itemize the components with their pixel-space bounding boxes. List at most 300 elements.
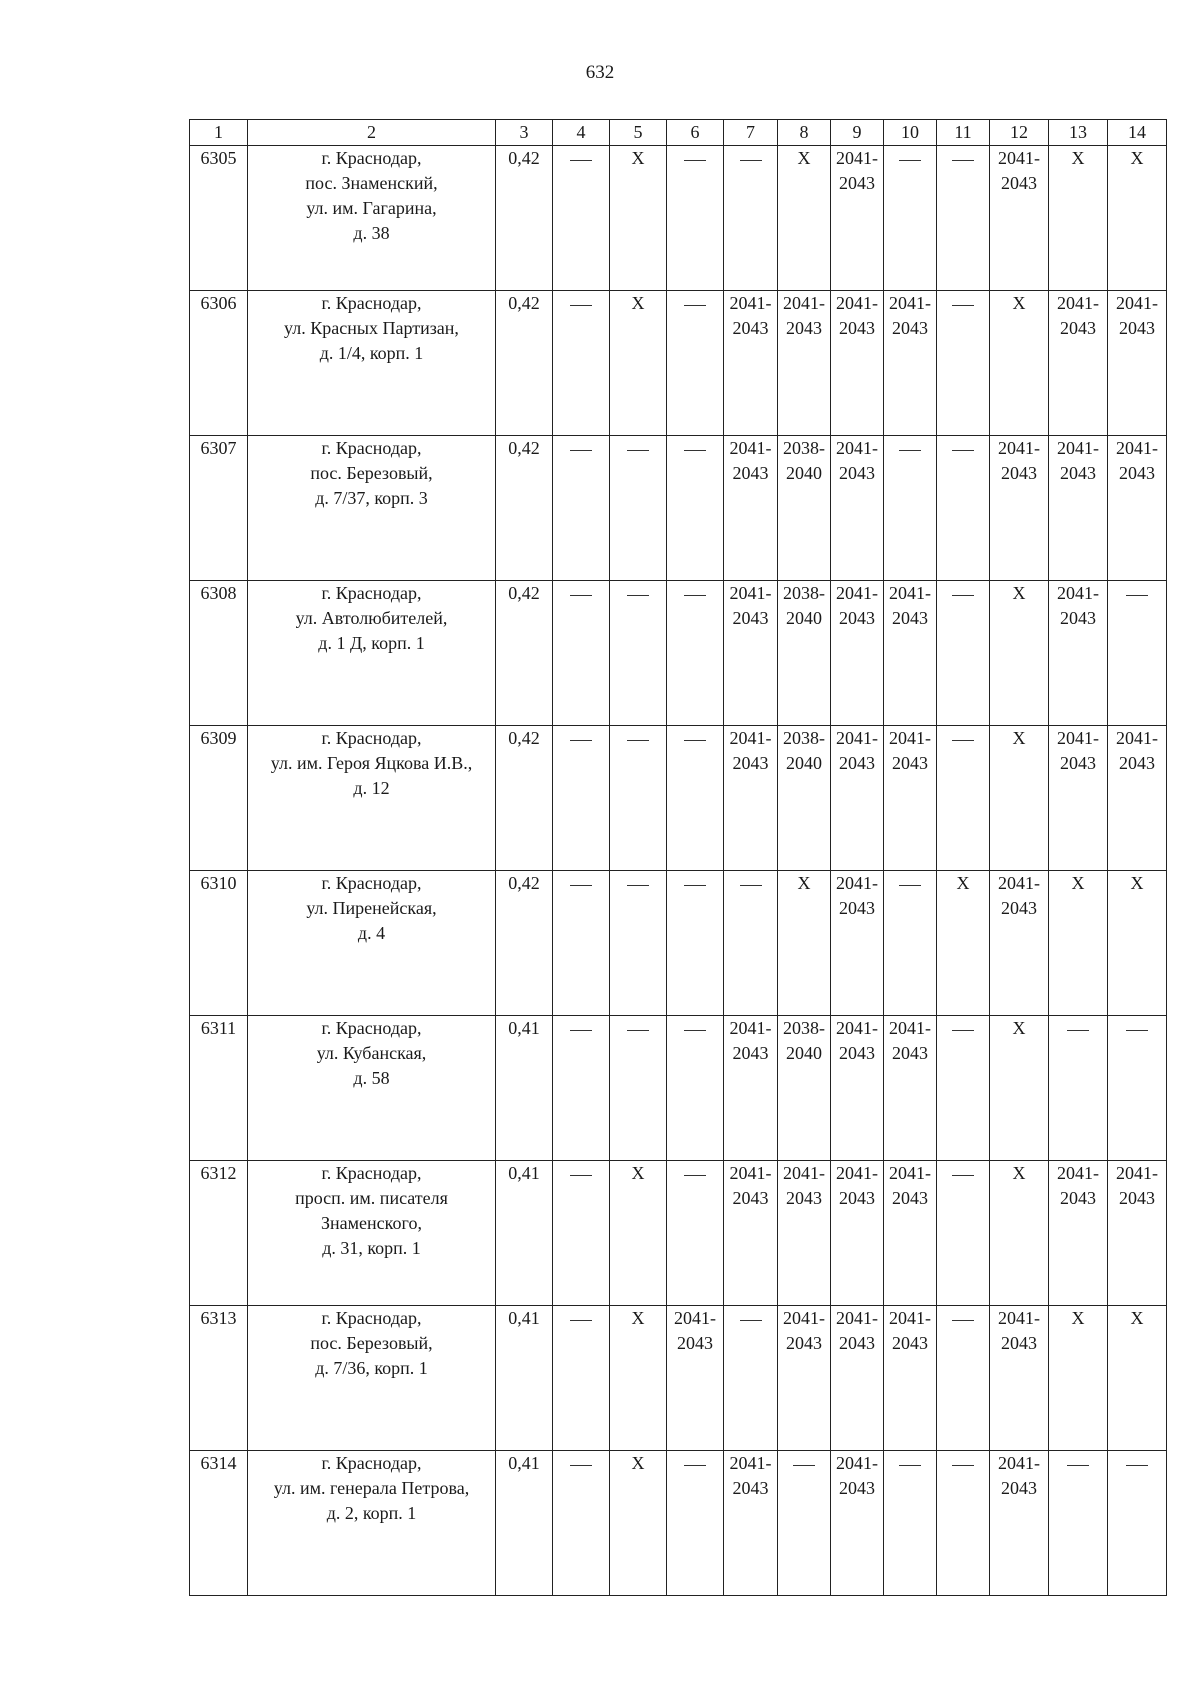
cell-value: 2041- (674, 1308, 716, 1328)
row-number: 6308 (190, 581, 248, 726)
address-cell (248, 291, 496, 436)
cell-value: 2043 (1119, 463, 1155, 483)
column-header-14: 14 (1108, 120, 1167, 146)
schedule-cell (884, 146, 937, 291)
address-line: ул. Красных Партизан, (284, 318, 459, 338)
dash-mark (570, 450, 592, 451)
cell-value: 2041- (1057, 728, 1099, 748)
schedule-cell (610, 1161, 667, 1306)
cell-value: X (1071, 873, 1085, 893)
cell-value: 2041- (729, 438, 772, 458)
address-line: г. Краснодар, (321, 1018, 422, 1038)
column-header-8: 8 (778, 120, 831, 146)
dash-mark (1126, 1030, 1148, 1031)
row-number: 6309 (190, 726, 248, 871)
schedule-cell (937, 1451, 990, 1596)
schedule-cell (553, 1451, 610, 1596)
cell-value: 2043 (1060, 1188, 1096, 1208)
schedule-cell (667, 436, 724, 581)
dash-mark (684, 1030, 706, 1031)
cell-value: 2043 (786, 1333, 822, 1353)
cell-value: 2043 (839, 1333, 875, 1353)
value-cell: 0,42 (496, 581, 553, 726)
schedule-cell (1108, 1451, 1167, 1596)
dash-mark (684, 305, 706, 306)
row-number: 6311 (190, 1016, 248, 1161)
address-cell (248, 1161, 496, 1306)
dash-mark (684, 1465, 706, 1466)
schedule-cell (553, 436, 610, 581)
value-cell: 0,41 (496, 1016, 553, 1161)
cell-value: X (631, 293, 645, 313)
schedule-cell (667, 871, 724, 1016)
cell-value: 2043 (839, 608, 875, 628)
dash-mark (627, 885, 649, 886)
cell-value: 2041- (1057, 293, 1099, 313)
column-header-5: 5 (610, 120, 667, 146)
cell-value: 2043 (892, 1333, 928, 1353)
schedule-cell (724, 436, 778, 581)
schedule-cell (1108, 1016, 1167, 1161)
dash-mark (952, 1030, 974, 1031)
cell-value: 2041- (836, 438, 878, 458)
address-line: г. Краснодар, (321, 438, 422, 458)
table-row (190, 1306, 1167, 1451)
address-cell (248, 1451, 496, 1596)
schedule-cell (610, 581, 667, 726)
cell-value: X (1012, 1163, 1026, 1183)
address-line: пос. Знаменский, (305, 173, 438, 193)
value-cell: 0,42 (496, 146, 553, 291)
cell-value: 2043 (1001, 1478, 1037, 1498)
schedule-cell (778, 436, 831, 581)
cell-value: 2038- (783, 438, 825, 458)
schedule-cell (990, 1306, 1049, 1451)
cell-value: 2041- (729, 728, 772, 748)
schedule-cell (1049, 1306, 1108, 1451)
cell-value: 2040 (786, 463, 822, 483)
schedule-cell (667, 581, 724, 726)
cell-value: X (631, 148, 645, 168)
schedule-cell (884, 436, 937, 581)
dash-mark (570, 885, 592, 886)
cell-value: X (1012, 293, 1026, 313)
address-line: г. Краснодар, (321, 873, 422, 893)
dash-mark (899, 1465, 921, 1466)
address-line: просп. им. писателя (295, 1188, 448, 1208)
schedule-cell (553, 1161, 610, 1306)
cell-value: 2041- (1057, 583, 1099, 603)
dash-mark (952, 305, 974, 306)
cell-value: 2043 (1060, 608, 1096, 628)
row-number: 6312 (190, 1161, 248, 1306)
table-body (190, 146, 1167, 1596)
cell-value: 2043 (1060, 753, 1096, 773)
cell-value: 2040 (786, 753, 822, 773)
cell-value: 2043 (839, 898, 875, 918)
cell-value: 2043 (732, 1478, 769, 1498)
schedule-cell (778, 581, 831, 726)
dash-mark (570, 1175, 592, 1176)
cell-value: X (797, 873, 811, 893)
cell-value: 2041- (783, 293, 825, 313)
schedule-cell (553, 1306, 610, 1451)
schedule-cell (990, 291, 1049, 436)
dash-mark (570, 1030, 592, 1031)
address-line: д. 38 (353, 223, 390, 243)
dash-mark (1067, 1465, 1089, 1466)
cell-value: 2041- (998, 438, 1040, 458)
schedule-table (189, 119, 1167, 1596)
schedule-cell (1049, 1451, 1108, 1596)
cell-value: 2041- (889, 728, 931, 748)
column-header-9: 9 (831, 120, 884, 146)
schedule-cell (553, 146, 610, 291)
dash-mark (684, 450, 706, 451)
schedule-cell (778, 726, 831, 871)
address-line: д. 31, корп. 1 (322, 1238, 421, 1258)
schedule-cell (990, 581, 1049, 726)
column-header-7: 7 (724, 120, 778, 146)
schedule-cell (724, 1016, 778, 1161)
cell-value: 2041- (1116, 438, 1158, 458)
cell-value: 2043 (732, 318, 769, 338)
schedule-cell (553, 291, 610, 436)
schedule-cell (610, 291, 667, 436)
schedule-cell (831, 726, 884, 871)
address-line: д. 1 Д, корп. 1 (318, 633, 425, 653)
cell-value: 2041- (836, 583, 878, 603)
table-row (190, 291, 1167, 436)
schedule-cell (667, 1161, 724, 1306)
cell-value: 2041- (1116, 293, 1158, 313)
cell-value: 2041- (729, 583, 772, 603)
dash-mark (627, 1030, 649, 1031)
schedule-cell (1108, 581, 1167, 726)
cell-value: X (631, 1453, 645, 1473)
cell-value: 2043 (839, 463, 875, 483)
dash-mark (570, 1465, 592, 1466)
dash-mark (952, 160, 974, 161)
schedule-cell (990, 436, 1049, 581)
cell-value: 2043 (732, 1043, 769, 1063)
cell-value: 2043 (839, 753, 875, 773)
dash-mark (627, 740, 649, 741)
dash-mark (570, 305, 592, 306)
address-cell (248, 871, 496, 1016)
cell-value: 2040 (786, 1043, 822, 1063)
schedule-cell (667, 146, 724, 291)
cell-value: X (1130, 148, 1144, 168)
cell-value: 2043 (786, 1188, 822, 1208)
schedule-cell (1108, 726, 1167, 871)
address-cell (248, 1306, 496, 1451)
cell-value: X (1012, 1018, 1026, 1038)
dash-mark (899, 885, 921, 886)
cell-value: 2041- (998, 1453, 1040, 1473)
dash-mark (952, 740, 974, 741)
cell-value: 2043 (677, 1333, 713, 1353)
cell-value: X (1130, 1308, 1144, 1328)
schedule-cell (667, 291, 724, 436)
address-line: г. Краснодар, (321, 148, 422, 168)
dash-mark (684, 1175, 706, 1176)
cell-value: 2043 (839, 1188, 875, 1208)
schedule-cell (990, 146, 1049, 291)
dash-mark (952, 1175, 974, 1176)
address-line: пос. Березовый, (310, 1333, 433, 1353)
schedule-cell (884, 1451, 937, 1596)
cell-value: 2041- (836, 1308, 878, 1328)
row-number: 6305 (190, 146, 248, 291)
cell-value: 2041- (836, 1453, 878, 1473)
cell-value: 2043 (892, 608, 928, 628)
schedule-cell (553, 581, 610, 726)
schedule-cell (610, 1451, 667, 1596)
address-line: г. Краснодар, (321, 728, 422, 748)
cell-value: 2043 (1119, 753, 1155, 773)
value-cell: 0,42 (496, 291, 553, 436)
dash-mark (627, 450, 649, 451)
schedule-cell (1049, 146, 1108, 291)
dash-mark (1067, 1030, 1089, 1031)
dash-mark (793, 1465, 815, 1466)
cell-value: 2043 (786, 318, 822, 338)
cell-value: X (1012, 583, 1026, 603)
address-line: г. Краснодар, (321, 1308, 422, 1328)
schedule-cell (610, 726, 667, 871)
schedule-cell (884, 291, 937, 436)
schedule-cell (724, 726, 778, 871)
cell-value: 2041- (889, 1163, 931, 1183)
cell-value: 2041- (729, 1018, 772, 1038)
dash-mark (570, 740, 592, 741)
schedule-cell (831, 1016, 884, 1161)
column-header-4: 4 (553, 120, 610, 146)
schedule-cell (778, 1451, 831, 1596)
cell-value: 2041- (889, 293, 931, 313)
dash-mark (1126, 595, 1148, 596)
value-cell: 0,41 (496, 1306, 553, 1451)
schedule-cell (937, 436, 990, 581)
schedule-cell (937, 726, 990, 871)
dash-mark (570, 1320, 592, 1321)
column-header-1: 1 (190, 120, 248, 146)
schedule-cell (667, 1306, 724, 1451)
dash-mark (899, 450, 921, 451)
cell-value: 2041- (729, 1163, 772, 1183)
schedule-cell (990, 1451, 1049, 1596)
address-line: д. 58 (353, 1068, 390, 1088)
cell-value: 2043 (892, 753, 928, 773)
cell-value: X (956, 873, 970, 893)
schedule-cell (1049, 1016, 1108, 1161)
dash-mark (1126, 1465, 1148, 1466)
schedule-cell (1049, 1161, 1108, 1306)
schedule-cell (884, 1016, 937, 1161)
cell-value: X (1071, 1308, 1085, 1328)
cell-value: 2041- (836, 148, 878, 168)
cell-value: 2043 (1001, 1333, 1037, 1353)
address-line: д. 7/37, корп. 3 (315, 488, 428, 508)
schedule-cell (778, 1161, 831, 1306)
value-cell: 0,42 (496, 726, 553, 871)
cell-value: 2043 (732, 753, 769, 773)
cell-value: 2043 (1001, 463, 1037, 483)
cell-value: 2038- (783, 583, 825, 603)
schedule-cell (937, 581, 990, 726)
table-header (190, 120, 1167, 146)
cell-value: 2041- (836, 293, 878, 313)
address-line: ул. им. генерала Петрова, (273, 1478, 470, 1498)
schedule-cell (778, 291, 831, 436)
schedule-cell (1049, 291, 1108, 436)
cell-value: 2043 (1060, 463, 1096, 483)
address-line: ул. Автолюбителей, (295, 608, 448, 628)
cell-value: 2043 (839, 173, 875, 193)
schedule-cell (884, 1306, 937, 1451)
dash-mark (952, 1320, 974, 1321)
address-line: д. 12 (353, 778, 390, 798)
schedule-cell (831, 436, 884, 581)
cell-value: X (1012, 728, 1026, 748)
address-line: Знаменского, (321, 1213, 422, 1233)
schedule-cell (724, 1451, 778, 1596)
schedule-cell (724, 291, 778, 436)
value-cell: 0,42 (496, 871, 553, 1016)
cell-value: X (797, 148, 811, 168)
schedule-cell (990, 1016, 1049, 1161)
column-header-11: 11 (937, 120, 990, 146)
schedule-cell (937, 1306, 990, 1451)
address-cell (248, 581, 496, 726)
address-line: д. 2, корп. 1 (326, 1503, 417, 1523)
schedule-cell (778, 146, 831, 291)
cell-value: 2041- (998, 1308, 1040, 1328)
schedule-cell (831, 146, 884, 291)
address-cell (248, 436, 496, 581)
dash-mark (627, 595, 649, 596)
schedule-cell (553, 726, 610, 871)
dash-mark (684, 595, 706, 596)
schedule-cell (553, 1016, 610, 1161)
schedule-cell (1108, 1161, 1167, 1306)
cell-value: 2041- (729, 293, 772, 313)
schedule-cell (831, 581, 884, 726)
schedule-cell (667, 1451, 724, 1596)
address-line: ул. Кубанская, (316, 1043, 427, 1063)
schedule-cell (1049, 871, 1108, 1016)
cell-value: 2041- (836, 873, 878, 893)
column-header-10: 10 (884, 120, 937, 146)
cell-value: 2043 (1001, 898, 1037, 918)
table-row (190, 581, 1167, 726)
cell-value: 2043 (1119, 318, 1155, 338)
dash-mark (740, 885, 762, 886)
value-cell: 0,41 (496, 1161, 553, 1306)
cell-value: 2041- (836, 1163, 878, 1183)
schedule-cell (884, 581, 937, 726)
dash-mark (952, 1465, 974, 1466)
schedule-cell (1108, 871, 1167, 1016)
schedule-cell (1108, 1306, 1167, 1451)
address-cell (248, 1016, 496, 1161)
cell-value: 2043 (892, 1043, 928, 1063)
row-number: 6314 (190, 1451, 248, 1596)
schedule-cell (610, 1016, 667, 1161)
schedule-cell (778, 871, 831, 1016)
schedule-cell (724, 1306, 778, 1451)
dash-mark (952, 595, 974, 596)
schedule-cell (724, 146, 778, 291)
cell-value: 2043 (839, 1043, 875, 1063)
schedule-cell (937, 1016, 990, 1161)
value-cell: 0,42 (496, 436, 553, 581)
address-line: д. 1/4, корп. 1 (319, 343, 424, 363)
cell-value: 2043 (732, 1188, 769, 1208)
address-line: пос. Березовый, (310, 463, 433, 483)
schedule-cell (1108, 436, 1167, 581)
column-header-12: 12 (990, 120, 1049, 146)
cell-value: 2041- (1116, 728, 1158, 748)
dash-mark (952, 450, 974, 451)
schedule-cell (1108, 146, 1167, 291)
column-header-13: 13 (1049, 120, 1108, 146)
schedule-cell (831, 1161, 884, 1306)
header-row (190, 120, 1167, 146)
table-row (190, 1451, 1167, 1596)
cell-value: 2043 (892, 318, 928, 338)
table-row (190, 871, 1167, 1016)
schedule-cell (610, 1306, 667, 1451)
dash-mark (570, 595, 592, 596)
cell-value: 2041- (889, 1308, 931, 1328)
address-line: ул. Пиренейская, (306, 898, 437, 918)
cell-value: 2043 (1119, 1188, 1155, 1208)
schedule-cell (831, 291, 884, 436)
row-number: 6313 (190, 1306, 248, 1451)
schedule-cell (884, 726, 937, 871)
schedule-cell (778, 1016, 831, 1161)
cell-value: X (1130, 873, 1144, 893)
cell-value: 2043 (732, 463, 769, 483)
address-line: г. Краснодар, (321, 1453, 422, 1473)
cell-value: X (1071, 148, 1085, 168)
table-row (190, 436, 1167, 581)
schedule-cell (831, 1451, 884, 1596)
schedule-cell (553, 871, 610, 1016)
schedule-cell (610, 436, 667, 581)
column-header-3: 3 (496, 120, 553, 146)
row-number: 6307 (190, 436, 248, 581)
schedule-cell (1049, 436, 1108, 581)
cell-value: 2041- (1116, 1163, 1158, 1183)
cell-value: 2041- (998, 148, 1040, 168)
cell-value: 2041- (889, 583, 931, 603)
table-row (190, 1016, 1167, 1161)
schedule-cell (610, 146, 667, 291)
page-number: 632 (585, 62, 615, 83)
table-row (190, 726, 1167, 871)
cell-value: 2038- (783, 1018, 825, 1038)
dash-mark (740, 160, 762, 161)
schedule-cell (1049, 581, 1108, 726)
dash-mark (899, 160, 921, 161)
address-line: ул. им. Гагарина, (306, 198, 437, 218)
address-cell (248, 726, 496, 871)
cell-value: 2041- (1057, 438, 1099, 458)
schedule-cell (990, 1161, 1049, 1306)
